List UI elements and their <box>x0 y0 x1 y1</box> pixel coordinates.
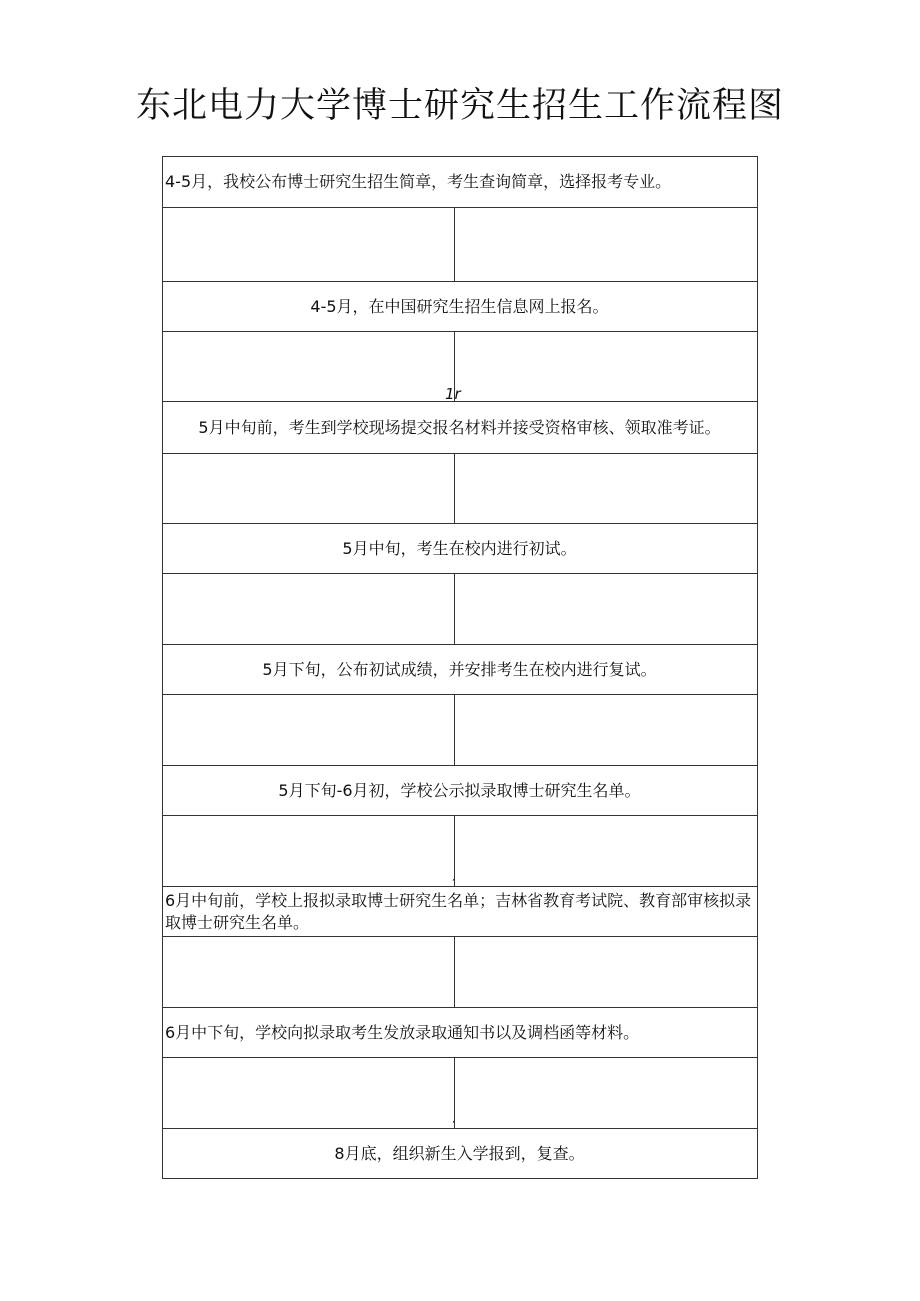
connector-cell-left <box>163 937 455 1008</box>
flow-connector-row <box>163 208 758 282</box>
flow-connector-row <box>163 1058 758 1129</box>
connector-cell-left <box>163 816 455 887</box>
connector-cell-left <box>163 695 455 766</box>
flow-step-9 <box>163 1129 758 1179</box>
flow-step-8 <box>163 1008 758 1058</box>
connector-cell-left <box>163 574 455 645</box>
flow-step-text: 6月中下旬，学校向拟录取考生发放录取通知书以及调档函等材料。 <box>165 1022 640 1042</box>
connector-cell-right <box>455 1058 758 1129</box>
stray-mark: 1r <box>445 385 461 403</box>
flow-step-7 <box>163 887 758 937</box>
flow-step-text: 5月下旬-6月初，学校公示拟录取博士研究生名单。 <box>278 780 641 800</box>
stray-tick-mark: , <box>452 1115 455 1125</box>
flow-connector-row <box>163 816 758 887</box>
flow-step-text: 5月中旬前，考生到学校现场提交报名材料并接受资格审核、领取准考证。 <box>198 417 721 437</box>
connector-cell-right <box>455 695 758 766</box>
flow-step-2 <box>163 282 758 332</box>
connector-cell-left <box>163 332 455 402</box>
connector-cell-right <box>455 574 758 645</box>
flow-step-5 <box>163 645 758 695</box>
connector-cell-right <box>455 816 758 887</box>
flow-connector-row <box>163 332 758 402</box>
flow-step-text: 5月下旬，公布初试成绩，并安排考生在校内进行复试。 <box>262 659 657 679</box>
connector-cell-left <box>163 454 455 524</box>
flow-chart-table <box>162 156 758 1179</box>
flow-step-text: 5月中旬，考生在校内进行初试。 <box>342 538 577 558</box>
flow-connector-row <box>163 574 758 645</box>
flow-connector-row <box>163 454 758 524</box>
connector-cell-left <box>163 208 455 282</box>
flow-step-6 <box>163 766 758 816</box>
stray-tick-mark: , <box>452 873 455 883</box>
connector-cell-right <box>455 454 758 524</box>
flow-connector-row <box>163 695 758 766</box>
connector-cell-right <box>455 937 758 1008</box>
flow-step-3 <box>163 402 758 454</box>
flow-step-4 <box>163 524 758 574</box>
connector-cell-right <box>455 208 758 282</box>
connector-cell-left <box>163 1058 455 1129</box>
flow-step-text: 6月中旬前，学校上报拟录取博士研究生名单；吉林省教育考试院、教育部审核拟录取博士研究生名单。 <box>165 890 752 932</box>
flow-step-text: 4-5月，我校公布博士研究生招生简章，考生查询简章，选择报考专业。 <box>165 172 672 191</box>
flow-step-1 <box>163 157 758 208</box>
flow-connector-row <box>163 937 758 1008</box>
page-title: 东北电力大学博士研究生招生工作流程图 <box>135 86 784 126</box>
flow-step-text: 4-5月，在中国研究生招生信息网上报名。 <box>310 296 609 316</box>
connector-cell-right <box>455 332 758 402</box>
flow-step-text: 8月底，组织新生入学报到，复查。 <box>334 1143 585 1163</box>
